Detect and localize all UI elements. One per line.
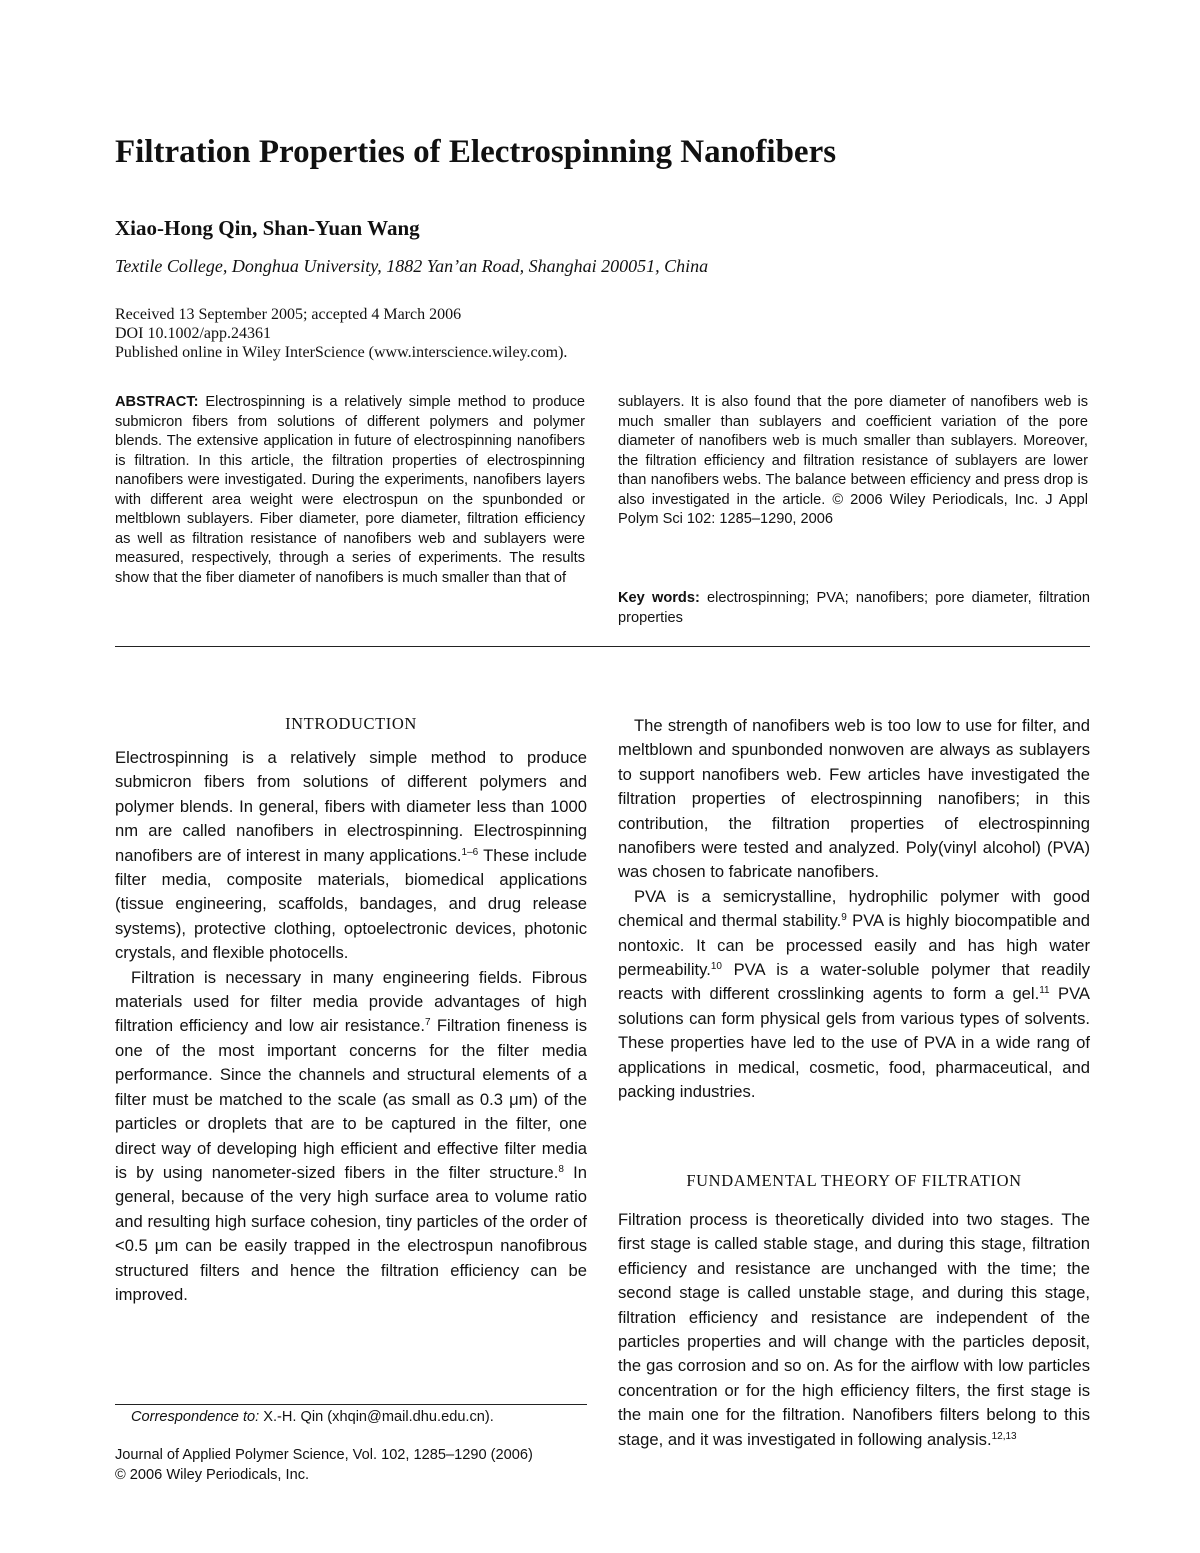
doi: DOI 10.1002/app.24361 — [115, 325, 271, 342]
citation-ref: 7 — [424, 1017, 431, 1029]
abstract-divider — [115, 646, 1090, 647]
correspondence-note — [131, 1407, 494, 1427]
correspondence-text: X.-H. Qin (xhqin@mail.dhu.edu.cn). — [259, 1409, 494, 1425]
citation-ref: 12,13 — [991, 1430, 1017, 1442]
journal-line: Journal of Applied Polymer Science, Vol. 102, 1285–1290 (2006) — [115, 1447, 533, 1463]
abstract-left-column — [115, 393, 585, 588]
received-dates: Received 13 September 2005; accepted 4 March 2006 — [115, 306, 462, 323]
paper-title: Filtration Properties of Electrospinning Nanofibers — [115, 134, 837, 170]
affiliation: Textile College, Donghua University, 1882 Yan’an Road, Shanghai 200051, China — [115, 256, 709, 276]
keywords-label: Key words: — [618, 590, 700, 606]
citation-ref: 8 — [558, 1163, 564, 1175]
intro-paragraph-2: Filtration is necessary in many engineering fields. Fibrous materials used for filter media provide advantages of high filtration efficiency and low air resistance.$^7$ Filtration fineness is one of the most important concerns for the filter media performance. Since the channels and structural elements of a filter must be matched to the scale (as small as 0.3 μm) of the particles or droplets that are to be captured in the filter, one direct way of developing high efficient and effective filter media is by using nanometer-sized fibers in the filter structure.$^8$ In general, because of the very high surface area to volume ratio and resulting high surface cohesion, tiny particles of the order of <0.5 μm can be easily trapped in the electrospun nanofibrous structured filters and hence the filtration efficiency can be improved. — [115, 967, 588, 1304]
citation-ref: 11 — [1039, 985, 1050, 997]
theory-heading: FUNDAMENTAL THEORY OF FILTRATION — [686, 1171, 1022, 1190]
abstract-text-right: sublayers. It is also found that the pore diameter of nanofibers web is much smaller than sublayers and coefficient variation of the pore diameter of nanofibers web is much smaller than sublayers. Moreover, the filtration efficiency and filtration resistance of sublayers are lower than nanofibers webs. The balance between efficiency and press drop is also investigated in the article. © 2006 Wiley Periodicals, Inc. J Appl Polym Sci 102: 1285–1290, 2006 — [618, 394, 1088, 527]
citation-ref: 9 — [841, 912, 847, 924]
body-right-column — [618, 714, 1090, 1105]
abstract-text-left: Electrospinning is a relatively simple method to produce submicron fibers from solutions of different polymers and polymer blends. The extensive application in future of electrospinning nanofibers is filtration. In this article, the filtration properties of electrospinning nanofibers were investigated. During the experiments, nanofibers layers with different area weight were electrospun on the spunbonded or meltblown sublayers. Fiber diameter, pore diameter, filtration efficiency as well as filtration resistance of nanofibers web and sublayers were measured, respectively, through a series of experiments. The results show that the fiber diameter of nanofibers is much smaller than that of — [115, 394, 585, 586]
body-left-column — [115, 746, 587, 1307]
citation-ref: 10 — [710, 961, 722, 973]
theory-column — [618, 1208, 1090, 1452]
keywords — [618, 589, 1090, 628]
keywords-text: electrospinning; PVA; nanofibers; pore diameter, filtration properties — [618, 590, 1090, 626]
intro-paragraph-4: PVA is a semicrystalline, hydrophilic polymer with good chemical and thermal stability.$^9$ PVA is highly biocompatible and nontoxic. It can be processed easily and has high water permeability.$^{10}$ PVA is a water-soluble polymer that readily reacts with different crosslinking agents to form a gel.$^{11}$ PVA solutions can form physical gels from various types of solvents. These properties have led to the use of PVA in a wide rang of applications in medical, cosmetic, food, pharmaceutical, and packing industries. — [618, 886, 1090, 1102]
intro-paragraph-1: Electrospinning is a relatively simple method to produce submicron fibers from solutions of different polymers and polymer blends. In general, fibers with diameter less than 1000 nm are called nanofibers in electrospinning. Electrospinning nanofibers are of interest in many applications.$^{1-6}$ These include filter media, composite materials, biomedical applications (tissue engineering, scaffolds, bandages, and drug release systems), protective clothing, optoelectronic devices, photonic crystals, and flexible photocells. — [115, 748, 587, 963]
abstract-right-column — [618, 393, 1088, 530]
article-metadata — [115, 305, 567, 362]
journal-citation — [115, 1446, 533, 1485]
citation-ref: 1–6 — [461, 846, 479, 858]
footnote-divider — [115, 1404, 587, 1405]
correspondence-label: Correspondence to: — [131, 1409, 260, 1425]
abstract-label: ABSTRACT: — [115, 394, 199, 410]
copyright-line: © 2006 Wiley Periodicals, Inc. — [115, 1466, 310, 1483]
author-list: Xiao-Hong Qin, Shan-Yuan Wang — [115, 216, 420, 240]
intro-paragraph-3: The strength of nanofibers web is too low to use for filter, and meltblown and spunbonded nonwoven are always as sublayers to support nanofibers web. Few articles have investigated the filtration properties of electrospinning nanofibers; in this contribution, the filtration properties of electrospinning nanofibers were tested and analyzed. Poly(vinyl alcohol) (PVA) was chosen to fabricate nanofibers. — [618, 716, 1090, 882]
introduction-heading: INTRODUCTION — [285, 714, 417, 733]
theory-paragraph-1: Filtration process is theoretically divided into two stages. The first stage is called stable stage, and during this stage, filtration efficiency and resistance are unchanged with the time; the second stage is called unstable stage, and during this stage, filtration efficiency and resistance are independent of the particles properties and will change with the particles deposit, the gas corrosion and so on. As for the airflow with low particles concentration or for the high efficiency filters, the first stage is the main one for the filtration. Nanofibers filters belong to this stage, and it was investigated in following analysis.$^{12,13}$ — [618, 1210, 1090, 1449]
published-online: Published online in Wiley InterScience (www.interscience.wiley.com). — [115, 344, 568, 361]
